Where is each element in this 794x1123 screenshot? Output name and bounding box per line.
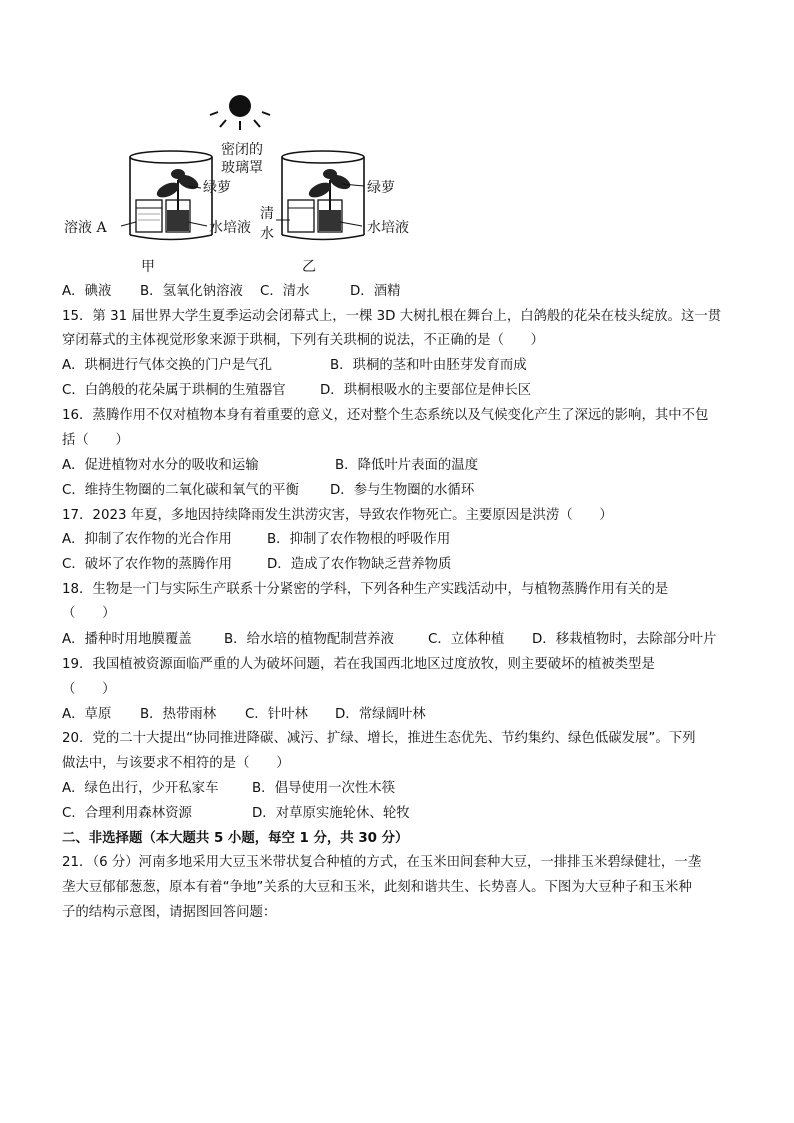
q19-option-d: D．常绿阔叶林 (335, 707, 426, 722)
q18-option-b: B．给水培的植物配制营养液 (224, 632, 394, 647)
q17-option-b: B．抑制了农作物根的呼吸作用 (267, 532, 451, 547)
q20-option-c: C．合理利用森林资源 (62, 806, 192, 821)
q17-stem: 17．2023 年夏，多地因持续降雨发生洪涝灾害，导致农作物死亡。主要原因是洪涝（ ） (62, 508, 613, 523)
q14-option-a: A．碘液 (62, 284, 112, 299)
q15-option-b: B．珙桐的茎和叶由胚芽发育而成 (330, 358, 527, 373)
experiment-figure (0, 0, 794, 290)
q21-stem-line3: 子的结构示意图，请据图回答问题： (62, 905, 277, 920)
q17-option-c: C．破坏了农作物的蒸腾作用 (62, 557, 233, 572)
q19-stem-line1: 19．我国植被资源面临严重的人为破坏问题，若在我国西北地区过度放牧，则主要破坏的植被类型是 (62, 657, 655, 672)
q16-stem-line2: 括（ ） (62, 433, 129, 448)
q18-option-c: C．立体种植 (428, 632, 505, 647)
q19-option-a: A．草原 (62, 707, 112, 722)
q18-option-d: D．移栽植物时，去除部分叶片 (532, 632, 717, 647)
q17-option-d: D．造成了农作物缺乏营养物质 (267, 557, 452, 572)
q16-option-a: A．促进植物对水分的吸收和运输 (62, 458, 259, 473)
label-clear-1: 清 (260, 206, 274, 222)
beaker-clear-water (288, 200, 314, 232)
sun-icon (210, 95, 270, 130)
q20-option-a: A．绿色出行，少开私家车 (62, 781, 219, 796)
q21-stem-line1: 21．（6 分）河南多地采用大豆玉米带状复合种植的方式，在玉米田间套种大豆，一排排玉米碧绿健壮，一垄 (62, 855, 702, 870)
label-sealed-cover: 密闭的 (221, 142, 263, 158)
q18-stem-line1: 18．生物是一门与实际生产联系十分紧密的学科，下列各种生产实践活动中，与植物蒸腾作用有关的是 (62, 582, 669, 597)
q18-stem-line2: （ ） (62, 606, 116, 621)
q16-option-b: B．降低叶片表面的温度 (335, 458, 479, 473)
q20-stem-line2: 做法中，与该要求不相符的是（ ） (62, 756, 290, 771)
q17-option-a: A．抑制了农作物的光合作用 (62, 532, 232, 547)
q20-option-b: B．倡导使用一次性木筷 (252, 781, 396, 796)
q15-option-a: A．珙桐进行气体交换的门户是气孔 (62, 358, 273, 373)
label-glass-cover: 玻璃罩 (221, 160, 263, 176)
label-clear-2: 水 (260, 226, 274, 242)
q16-option-c: C．维持生物圈的二氧化碳和氧气的平衡 (62, 483, 299, 498)
label-solution-a: 溶液 A (64, 220, 107, 236)
q15-option-c: C．白鸽般的花朵属于珙桐的生殖器官 (62, 383, 286, 398)
section-heading: 二、非选择题（本大题共 5 小题，每空 1 分，共 30 分） (62, 831, 409, 846)
q19-option-c: C．针叶林 (245, 707, 308, 722)
caption-yi: 乙 (302, 259, 316, 275)
q16-stem-line1: 16．蒸腾作用不仅对植物本身有着重要的意义，还对整个生态系统以及气候变化产生了深远的影响，其中不包 (62, 408, 709, 423)
q20-stem-line1: 20．党的二十大提出“协同推进降碳、减污、扩绿、增长，推进生态优先、节约集约、绿色低碳发展”。下列 (62, 731, 696, 746)
q14-option-c: C．清水 (260, 284, 310, 299)
q15-stem-line1: 15．第 31 届世界大学生夏季运动会闭幕式上，一棵 3D 大树扎根在舞台上，白鸽般的花朵在枝头绽放。这一贯 (62, 309, 722, 324)
beaker-solution-a (136, 200, 162, 232)
q18-option-a: A．播种时用地膜覆盖 (62, 632, 192, 647)
q14-option-b: B．氢氧化钠溶液 (140, 284, 243, 299)
q15-option-d: D．珙桐根吸水的主要部位是伸长区 (320, 383, 532, 398)
q14-option-d: D．酒精 (350, 284, 401, 299)
label-pothos-right: 绿萝 (367, 180, 395, 196)
q20-option-d: D．对草原实施轮休、轮牧 (252, 806, 410, 821)
q16-option-d: D．参与生物圈的水循环 (330, 483, 475, 498)
caption-jia: 甲 (141, 259, 155, 275)
q21-stem-line2: 垄大豆郁郁葱葱，原本有着“争地”关系的大豆和玉米，此刻和谐共生、长势喜人。下图为大豆种子和玉米种 (62, 880, 692, 895)
label-hydroponic-left: 水培液 (209, 220, 251, 236)
q15-stem-line2: 穿闭幕式的主体视觉形象来源于珙桐，下列有关珙桐的说法，不正确的是（ ） (62, 333, 545, 348)
label-hydroponic-right: 水培液 (367, 220, 409, 236)
label-pothos-left: 绿萝 (203, 180, 231, 196)
q19-option-b: B．热带雨林 (140, 707, 217, 722)
q19-stem-line2: （ ） (62, 682, 116, 697)
